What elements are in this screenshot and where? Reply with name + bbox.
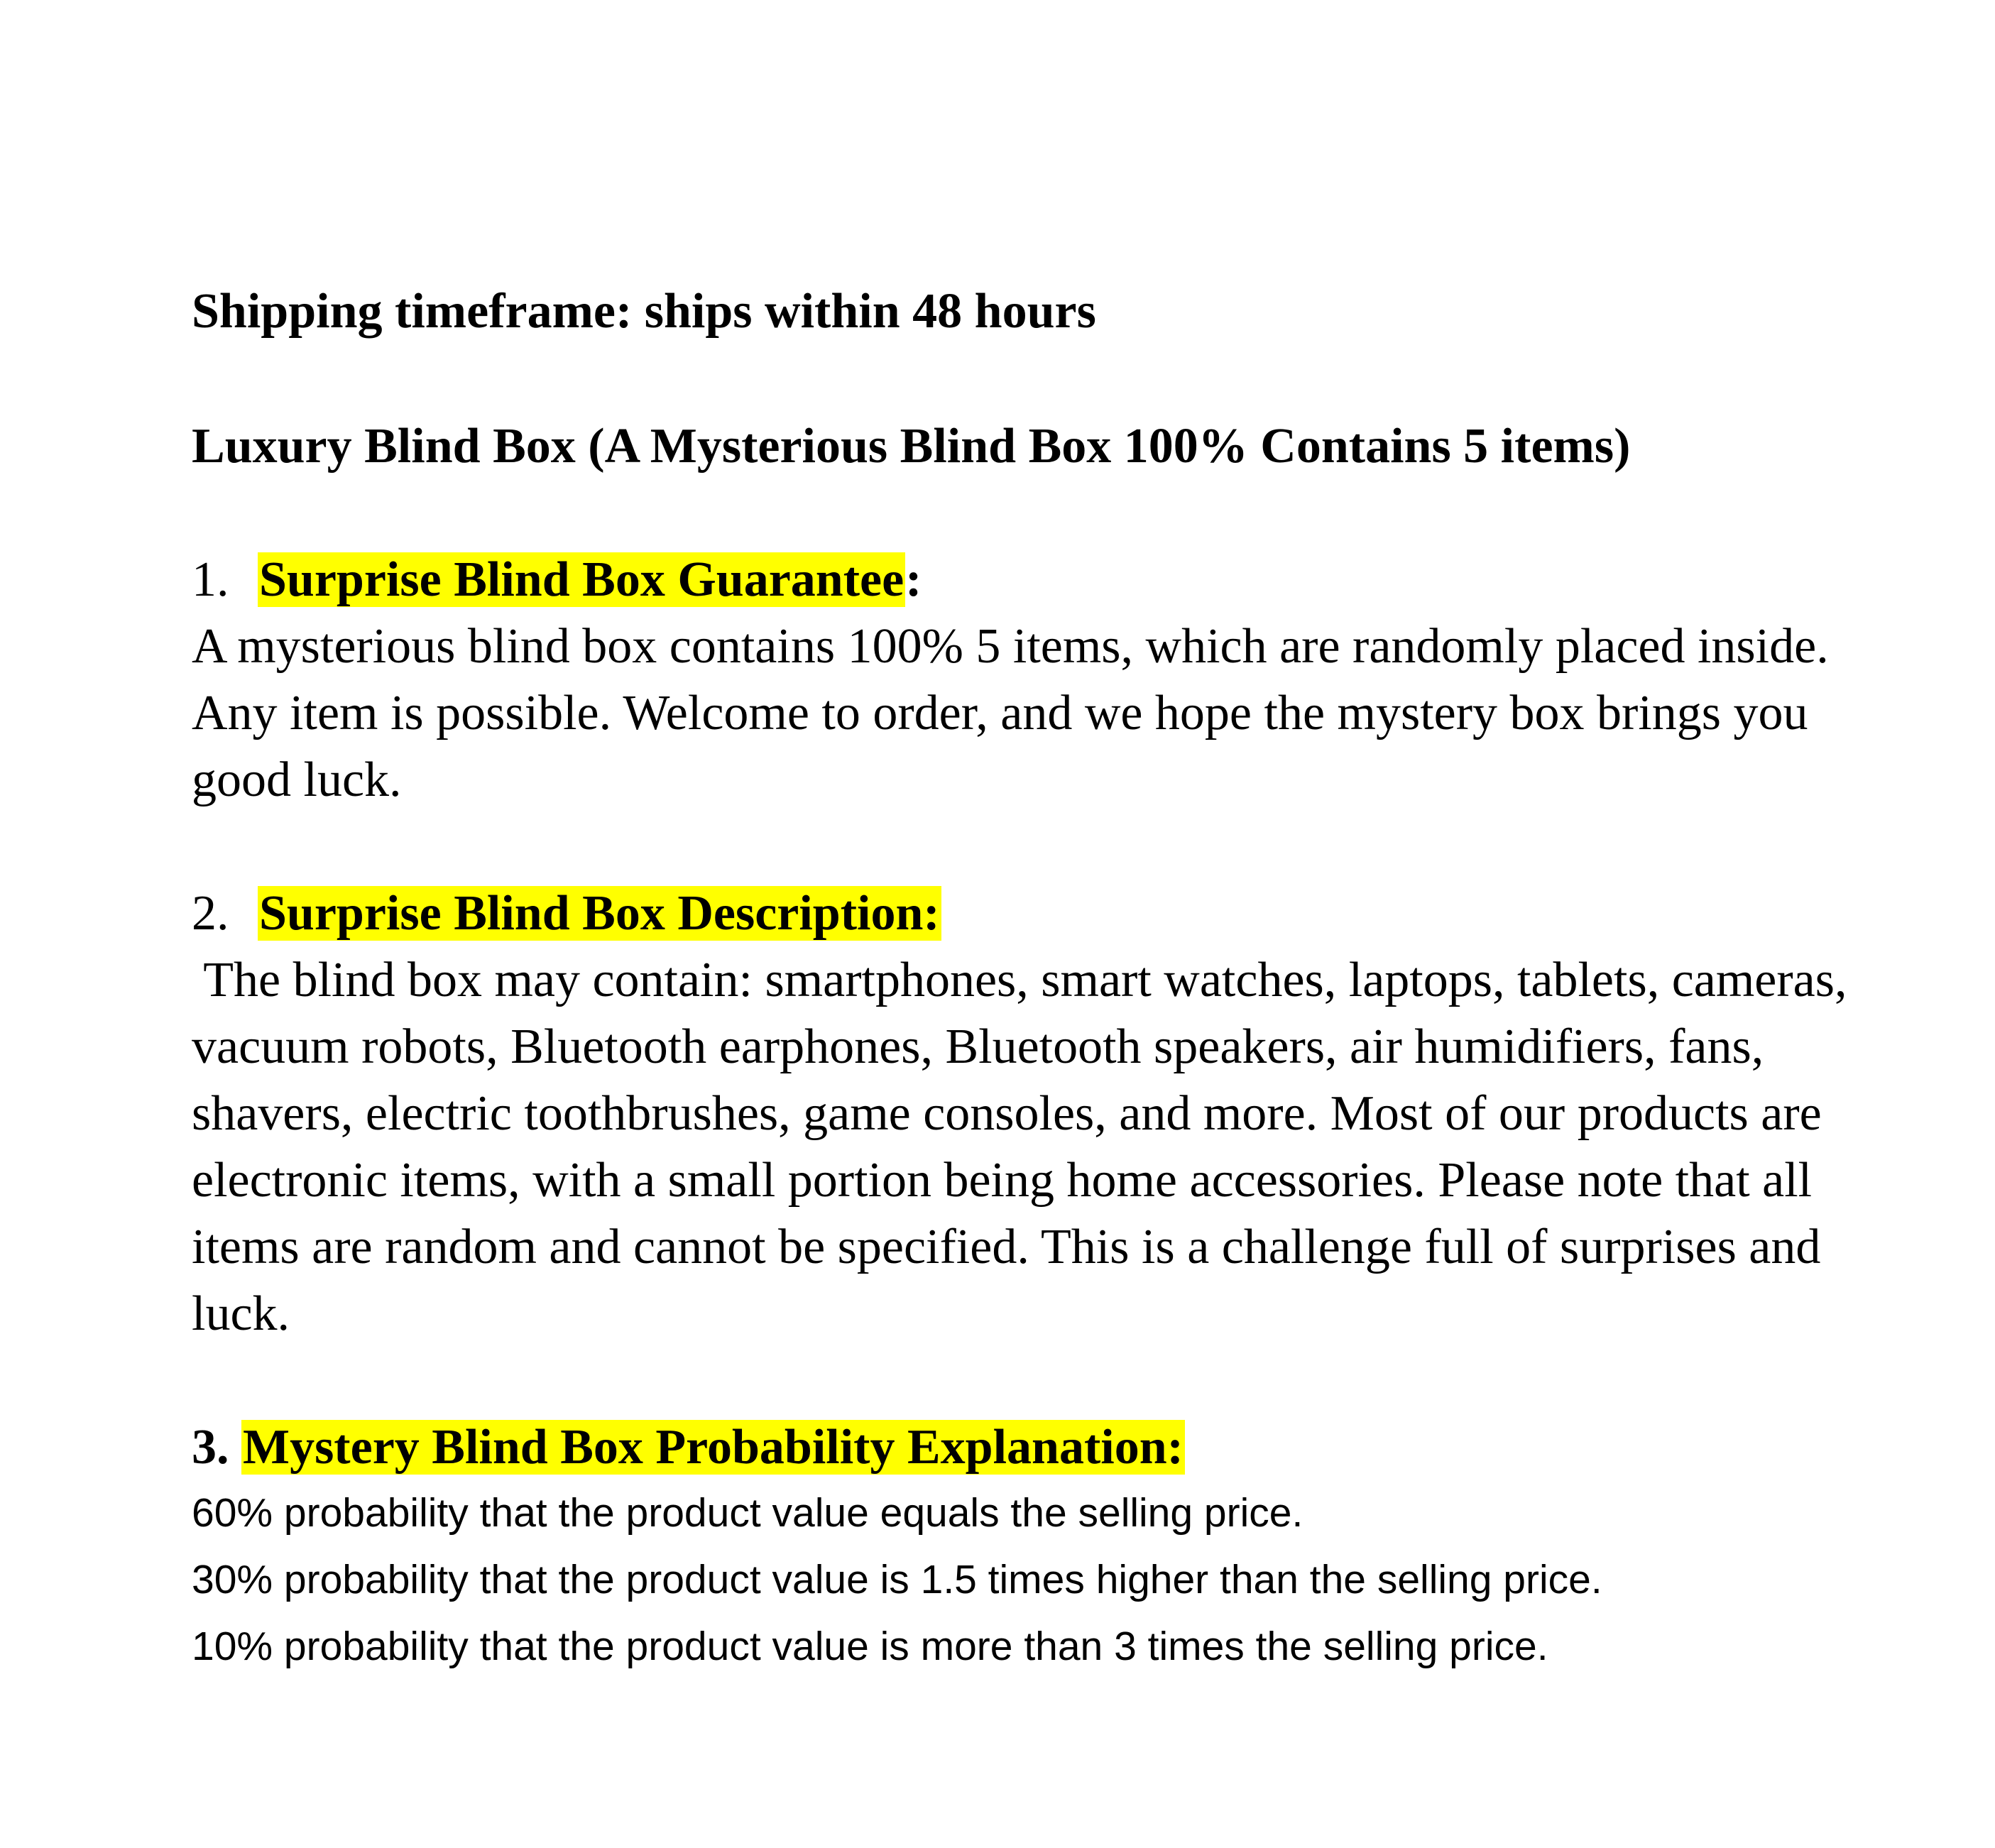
section-1-heading-suffix: :	[905, 552, 922, 607]
section-1-heading: Surprise Blind Box Guarantee	[259, 552, 904, 607]
section-2-text-line: electronic items, with a small portion being home accessories. Please note that all	[192, 1153, 1813, 1208]
section-2-text-line: shavers, electric toothbrushes, game consoles, and more. Most of our products are	[192, 1086, 1822, 1141]
section-1-text-line: A mysterious blind box contains 100% 5 items, which are randomly placed inside.	[192, 619, 1829, 674]
section-1-text-line: good luck.	[192, 753, 402, 807]
section-2-heading-line	[192, 880, 941, 947]
probability-line: 60% probability that the product value equals the selling price.	[192, 1490, 1303, 1536]
section-3-number: 3.	[192, 1420, 229, 1475]
probability-line: 30% probability that the product value is 1.5 times higher than the selling price.	[192, 1557, 1602, 1602]
shipping-timeframe: Shipping timeframe: ships within 48 hours	[192, 284, 1096, 339]
section-3-heading-line	[192, 1414, 1185, 1481]
section-2-heading: Surprise Blind Box Description:	[259, 886, 940, 941]
section-1-number: 1.	[192, 552, 229, 607]
document-title: Luxury Blind Box (A Mysterious Blind Box 100% Contains 5 items)	[192, 419, 1631, 474]
section-2-text-line: vacuum robots, Bluetooth earphones, Bluetooth speakers, air humidifiers, fans,	[192, 1019, 1764, 1074]
section-2-number: 2.	[192, 886, 229, 941]
probability-line: 10% probability that the product value is more than 3 times the selling price.	[192, 1624, 1548, 1669]
section-2-text-line: luck.	[192, 1286, 290, 1341]
section-2-text-line: The blind box may contain: smartphones, smart watches, laptops, tablets, cameras,	[192, 953, 1847, 1007]
section-1-heading-line	[192, 547, 922, 613]
section-2-text-line: items are random and cannot be specified. This is a challenge full of surprises and	[192, 1220, 1821, 1274]
section-1-text-line: Any item is possible. Welcome to order, and we hope the mystery box brings you	[192, 686, 1808, 740]
section-3-heading: Mystery Blind Box Probability Explanation:	[243, 1420, 1184, 1475]
